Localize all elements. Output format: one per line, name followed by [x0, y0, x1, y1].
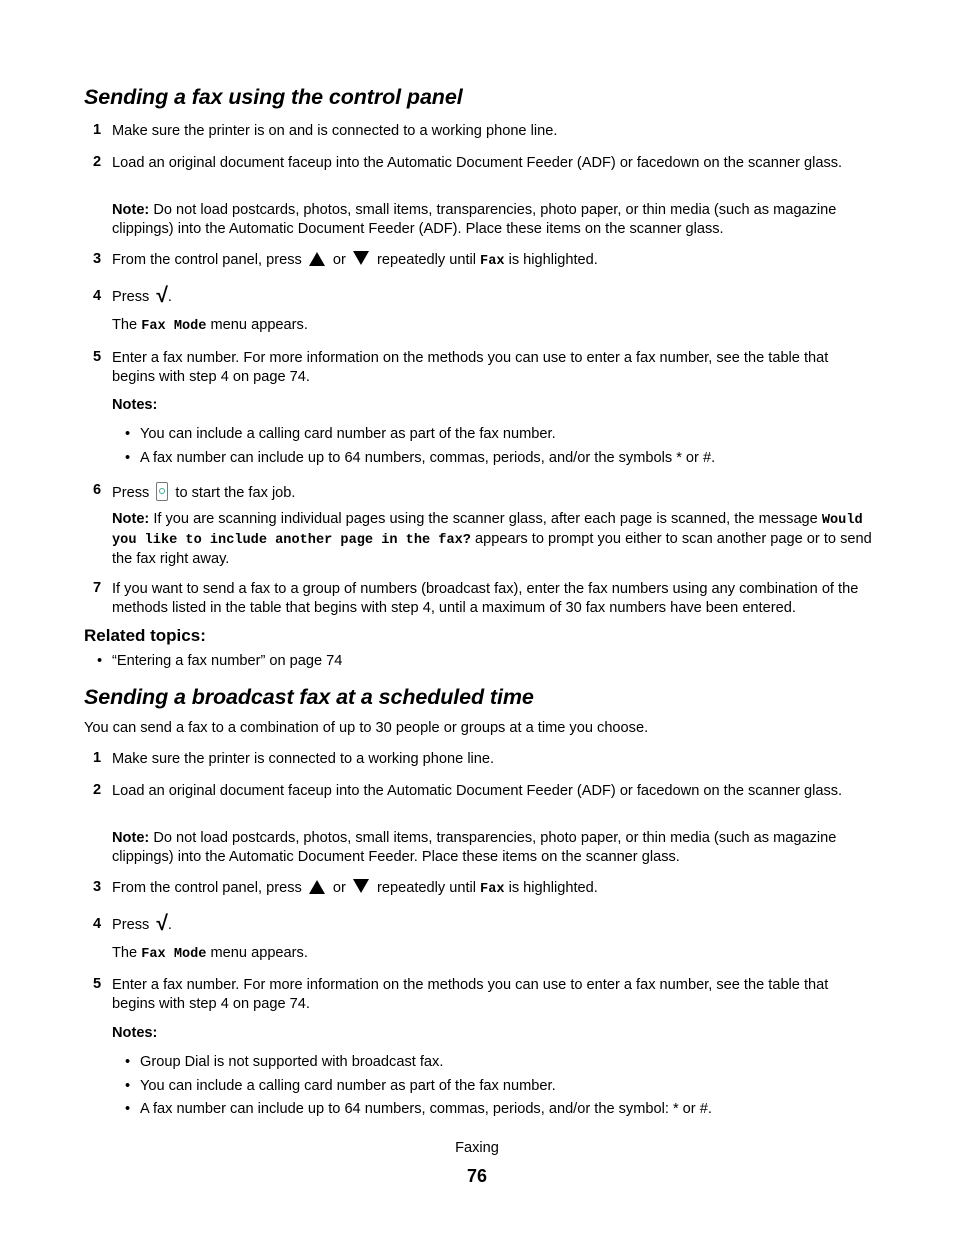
list-item: • Group Dial is not supported with broadcast fax.: [140, 1053, 880, 1072]
footer-chapter: Faxing: [455, 1140, 499, 1156]
step-text: Load an original document faceup into the Automatic Document Feeder (ADF) or facedown on the scanner glass.: [112, 783, 843, 799]
down-arrow-icon: [353, 879, 369, 893]
step-number: 4: [93, 288, 102, 304]
menu-item-code: Fax: [480, 882, 505, 897]
section-title: Sending a fax using the control panel: [84, 85, 463, 109]
down-arrow-icon: [353, 251, 369, 265]
step-text: Make sure the printer is connected to a working phone line.: [112, 751, 495, 767]
list-item: • A fax number can include up to 64 numbers, commas, periods, and/or the symbol: * or #.: [140, 1100, 880, 1119]
step-text: Enter a fax number. For more information on the methods you can use to enter a fax number, see the table that begins with step 4 on page 74.: [112, 977, 829, 1012]
step-number: 2: [93, 782, 102, 798]
step-number: 2: [93, 154, 102, 170]
related-topic-link[interactable]: • “Entering a fax number” on page 74: [112, 652, 852, 671]
list-item: • You can include a calling card number as part of the fax number.: [140, 425, 880, 444]
note-paragraph: Note: If you are scanning individual pages using the scanner glass, after each page is scanned, the message Would you like to include another page in the fax? appears to prompt you either to scan another page or to send the fax right away.: [112, 511, 872, 567]
step-number: 1: [93, 750, 102, 766]
section-title: Sending a broadcast fax at a scheduled time: [84, 685, 534, 709]
step-text: From the control panel, press or repeatedly until Fax is highlighted.: [112, 880, 598, 897]
step-text: Enter a fax number. For more information on the methods you can use to enter a fax number, see the table that begins with step 4 on page 74.: [112, 350, 829, 385]
step-number: 5: [93, 349, 102, 365]
step-number: 1: [93, 122, 102, 138]
related-topics-heading: Related topics:: [84, 626, 206, 645]
step-text: Press √.: [112, 912, 172, 935]
up-arrow-icon: [309, 880, 325, 894]
step-text: From the control panel, press or repeatedly until Fax is highlighted.: [112, 252, 598, 269]
checkmark-icon: √: [156, 284, 168, 307]
step-4-result: The Fax Mode menu appears.: [112, 317, 308, 334]
step-text: Press √.: [112, 284, 172, 307]
note-text: Do not load postcards, photos, small items, transparencies, photo paper, or thin media (such as magazine clippings) into the Automatic Document Feeder (ADF). Place these items on the scanner glass.: [112, 202, 837, 237]
step-number: 6: [93, 482, 102, 498]
note-label: Note:: [112, 511, 150, 527]
notes-label: Notes:: [112, 397, 158, 413]
up-arrow-icon: [309, 252, 325, 266]
menu-name-code: Fax Mode: [141, 947, 207, 962]
step-number: 4: [93, 916, 102, 932]
step-number: 7: [93, 580, 102, 596]
step-number: 3: [93, 251, 102, 267]
note-paragraph: [112, 201, 874, 239]
step-text: If you want to send a fax to a group of numbers (broadcast fax), enter the fax numbers using any combination of the methods listed in the table that begins with step 4, until a maximum of 30 fax numbers have been entered.: [112, 581, 859, 616]
list-item: • You can include a calling card number as part of the fax number.: [140, 1077, 880, 1096]
step-number: 5: [93, 976, 102, 992]
list-item: • A fax number can include up to 64 numbers, commas, periods, and/or the symbols * or #.: [140, 449, 880, 468]
note-paragraph: [112, 829, 874, 867]
note-label: Note:: [112, 830, 150, 846]
notes-label: Notes:: [112, 1025, 158, 1041]
step-text: Press to start the fax job.: [112, 482, 872, 503]
menu-item-code: Fax: [480, 254, 505, 269]
note-text: Do not load postcards, photos, small items, transparencies, photo paper, or thin media (such as magazine clippings) into the Automatic Document Feeder. Place these items on the scanner glass.: [112, 830, 837, 865]
page-number: 76: [466, 1166, 488, 1186]
step-text: Make sure the printer is on and is connected to a working phone line.: [112, 123, 558, 139]
step-text: Load an original document faceup into the Automatic Document Feeder (ADF) or facedown on the scanner glass.: [112, 155, 843, 171]
note-label: Note:: [112, 202, 150, 218]
message-code: Would you like to include another page in the fax?: [112, 513, 863, 548]
start-button-icon: [156, 482, 168, 501]
step-number: 3: [93, 879, 102, 895]
section-intro: You can send a fax to a combination of up to 30 people or groups at a time you choose.: [84, 720, 649, 736]
step-4-result: The Fax Mode menu appears.: [112, 945, 308, 962]
checkmark-icon: √: [156, 912, 168, 935]
menu-name-code: Fax Mode: [141, 319, 207, 334]
